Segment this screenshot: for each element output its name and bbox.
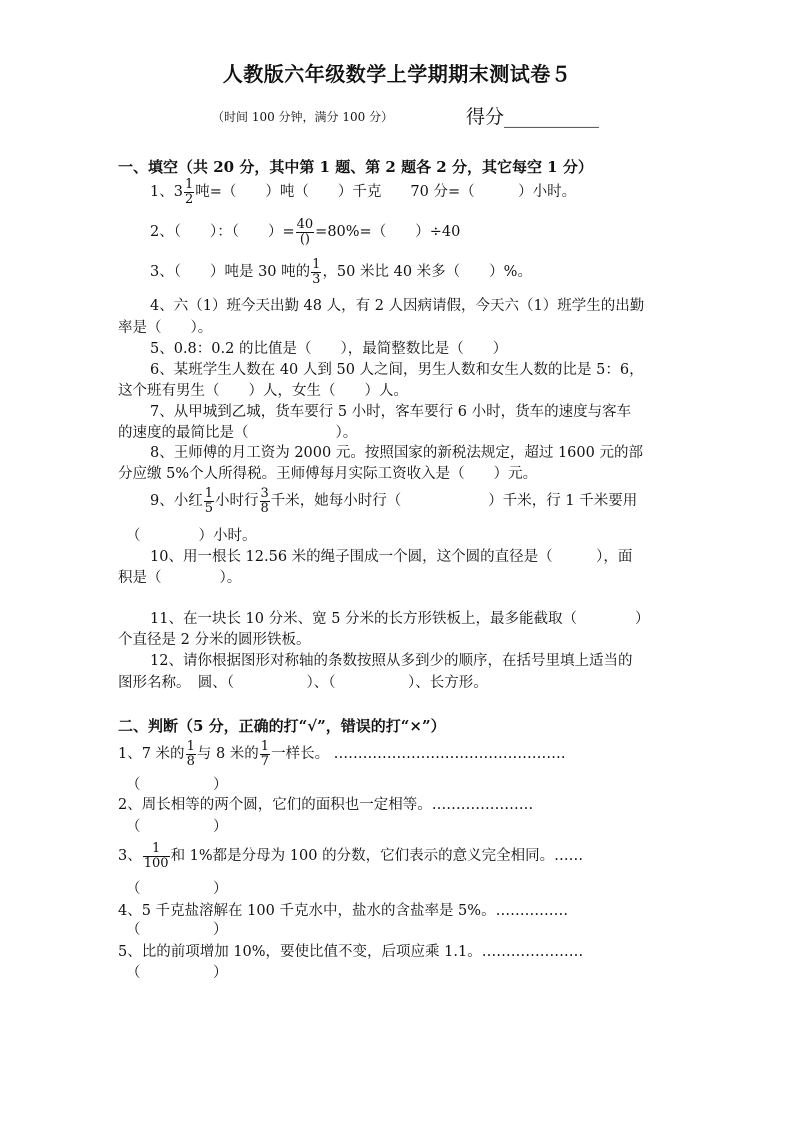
q9-denominator-1: 5 <box>204 500 214 516</box>
j1-fraction-2 <box>260 740 270 768</box>
q9-denominator-2: 8 <box>260 500 269 516</box>
j3-text-a: 3、 <box>118 848 142 865</box>
question-5: 5、0.8：0.2 的比值是（ ），最简整数比是（ ） <box>150 341 508 357</box>
j3-text-b: 和 1%都是分母为 100 的分数，它们表示的意义完全相同。…… <box>170 848 584 865</box>
q3-denominator: 3 <box>312 271 321 287</box>
judge-5-answer-paren[interactable]: （ ） <box>126 965 228 981</box>
j1-text-c: 一样长。 ………………………………………… <box>271 746 566 763</box>
judge-1-answer-paren[interactable]: （ ） <box>126 777 228 793</box>
j1-text-b: 与 8 米的 <box>196 746 259 763</box>
time-score-note: （时间 100 分钟，满分 100 分） <box>212 110 394 124</box>
q3-text-a: 3、（ ）吨是 30 吨的 <box>150 264 311 281</box>
q2-fraction <box>296 218 315 246</box>
q1-fraction <box>184 178 194 206</box>
question-10-line1: 10、用一根长 12.56 米的绳子围成一个圆，这个圆的直径是（ ），面 <box>150 549 633 565</box>
judge-4-answer-paren[interactable]: （ ） <box>126 922 228 938</box>
j1-numerator-2: 1 <box>260 739 270 754</box>
question-7-line1: 7、从甲城到乙城，货车要行 5 小时，客车要行 6 小时，货车的速度与客车 <box>150 404 632 420</box>
question-7-line2: 的速度的最简比是（ ）。 <box>118 425 358 441</box>
judge-2-answer-paren[interactable]: （ ） <box>126 819 228 835</box>
judge-5: 5、比的前项增加 10%，要使比值不变，后项应乘 1.1。………………… <box>118 944 584 960</box>
question-9-line2: （ ）小时。 <box>126 528 257 544</box>
q9-numerator-1: 1 <box>204 486 214 501</box>
question-6-line2: 这个班有男生（ ）人，女生（ ）人。 <box>118 383 408 399</box>
q9-fraction-2 <box>260 487 270 515</box>
judge-4: 4、5 千克盐溶解在 100 千克水中，盐水的含盐率是 5%。…………… <box>118 903 569 919</box>
q3-numerator: 1 <box>312 257 321 272</box>
question-8-line2: 分应缴 5%个人所得税。王师傅每月实际工资收入是（ ）元。 <box>118 466 538 482</box>
q9-text-a: 9、小红 <box>150 493 203 510</box>
q9-text-b: 小时行 <box>215 493 259 510</box>
score-field: 得分__________ <box>466 106 600 128</box>
q1-text-b: 吨=（ ）吨（ ）千克 70 分=（ ）小时。 <box>195 184 577 201</box>
q1-denominator: 2 <box>184 191 194 207</box>
j3-denominator: 100 <box>143 855 169 871</box>
section2-heading: 二、判断（5 分，正确的打“√”，错误的打“×”） <box>118 717 446 735</box>
question-4-line1: 4、六（1）班今天出勤 48 人，有 2 人因病请假，今天六（1）班学生的出勤 <box>150 298 645 314</box>
judge-2: 2、周长相等的两个圆，它们的面积也一定相等。………………… <box>118 797 534 813</box>
judge-3-answer-paren[interactable]: （ ） <box>126 881 228 897</box>
q3-text-b: ，50 米比 40 米多（ ）%。 <box>322 264 532 281</box>
j3-fraction <box>143 842 170 870</box>
question-6-line1: 6、某班学生人数在 40 人到 50 人之间，男生人数和女生人数的比是 5：6， <box>150 362 644 378</box>
q9-numerator-2: 3 <box>260 486 269 501</box>
question-11-line2: 个直径是 2 分米的圆形铁板。 <box>118 632 311 648</box>
question-11-line1: 11、在一块长 10 分米、宽 5 分米的长方形铁板上，最多能截取（ ） <box>150 611 650 627</box>
q1-text-a: 1、3 <box>150 184 183 201</box>
q9-fraction-1 <box>204 487 214 515</box>
q2-denominator: () <box>299 231 310 247</box>
question-12-line1: 12、请你根据图形对称轴的条数按照从多到少的顺序，在括号里填上适当的 <box>150 653 633 669</box>
question-8-line1: 8、王师傅的月工资为 2000 元。按照国家的新税法规定，超过 1600 元的部 <box>150 445 643 461</box>
section1-heading: 一、填空（共 20 分，其中第 1 题、第 2 题各 2 分，其它每空 1 分） <box>118 158 593 176</box>
question-12-line2: 图形名称。 圆、（ ）、（ ）、长方形。 <box>118 675 488 691</box>
j1-denominator-1: 8 <box>186 753 195 769</box>
question-4-line2: 率是（ ）。 <box>118 320 213 336</box>
q2-text-b: =80%=（ ）÷40 <box>315 224 461 241</box>
question-2 <box>150 218 460 246</box>
q9-text-c: 千米，她每小时行（ ）千米，行 1 千米要用 <box>270 493 638 510</box>
j1-numerator-1: 1 <box>186 739 195 754</box>
q3-fraction <box>311 258 321 286</box>
q2-numerator: 40 <box>296 217 314 232</box>
j3-numerator: 1 <box>143 842 170 857</box>
question-1 <box>150 178 576 206</box>
question-10-line2: 积是（ ）。 <box>118 570 242 586</box>
j1-text-a: 1、7 米的 <box>118 746 185 763</box>
question-9 <box>150 487 637 515</box>
page-title: 人教版六年级数学上学期期末测试卷５ <box>222 62 572 86</box>
j1-fraction-1 <box>186 740 196 768</box>
q2-text-a: 2、（ ）：（ ）= <box>150 224 295 241</box>
judge-3 <box>118 842 583 870</box>
judge-1 <box>118 740 566 768</box>
j1-denominator-2: 7 <box>260 753 270 769</box>
question-3 <box>150 258 532 286</box>
q1-numerator: 1 <box>184 177 194 192</box>
